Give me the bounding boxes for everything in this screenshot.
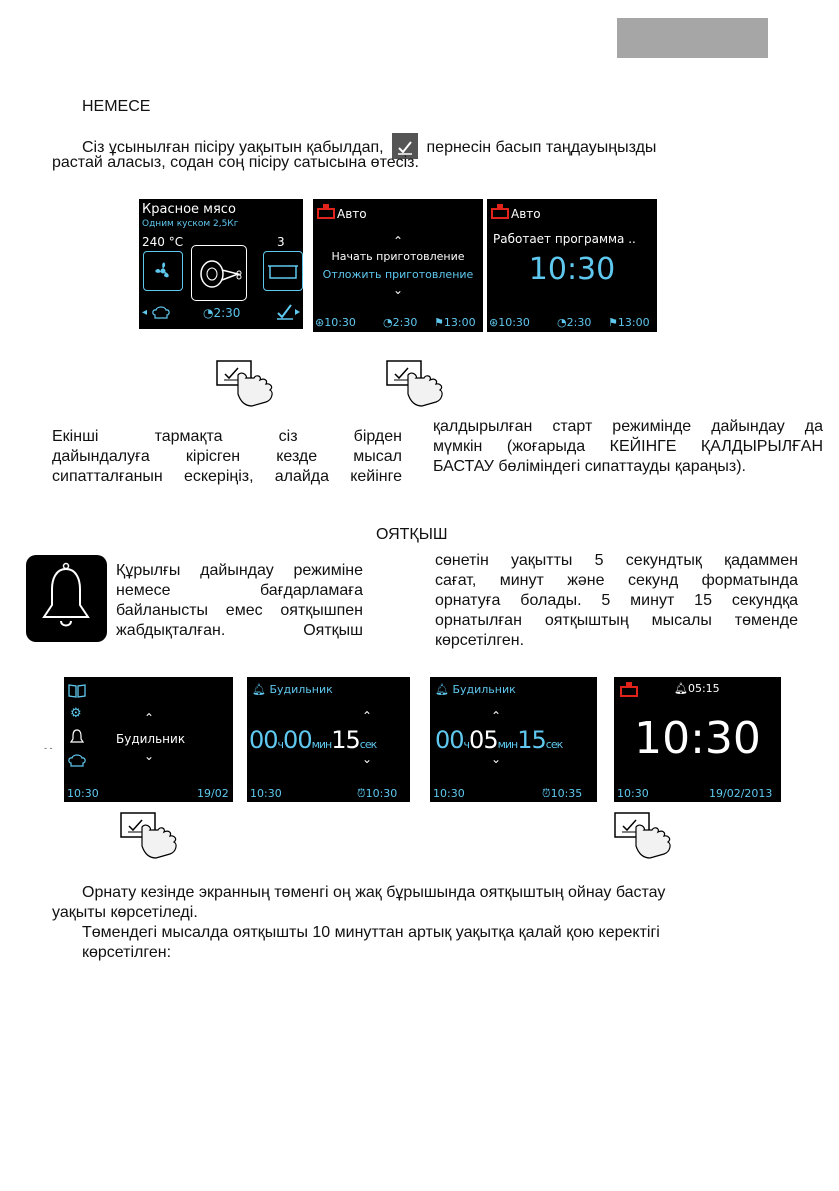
alarm-ring-time: ⏰︎10:30 [357, 787, 398, 800]
start-time: ⊛10:30 [489, 316, 530, 329]
alarm-duration[interactable] [249, 726, 376, 754]
minutes-value[interactable]: 05 [469, 726, 498, 754]
recipe-subtitle: Одним куском 2,5Кг [142, 219, 239, 229]
alarm-running-screen [614, 677, 781, 802]
scroll-up-icon[interactable]: ⌃ [362, 709, 373, 723]
meat-icon [191, 245, 247, 301]
main-clock: 10:30 [634, 713, 761, 764]
hand-press-confirm-icon [216, 360, 288, 413]
alarm-ring-time: ⏰︎10:35 [542, 787, 583, 800]
confirm-icon[interactable] [275, 303, 301, 325]
hours-unit: ч [463, 738, 470, 751]
alarm-set-screen-2 [430, 677, 597, 802]
text-line: көрсетілген. [435, 632, 525, 649]
current-time: 10:30 [67, 787, 99, 800]
back-arrow-icon[interactable]: ◂ [142, 307, 148, 318]
minutes-unit: мин [311, 738, 332, 751]
text-line: Құрылғы дайындау режиміне [116, 562, 363, 579]
end-time: ⚑13:00 [434, 316, 476, 329]
scroll-up-icon[interactable]: ⌃ [144, 711, 155, 725]
oven-icon [491, 204, 509, 224]
second-branch-right [433, 417, 823, 477]
intro-line2: растай аласыз, содан соң пісіру сатысына өтесіз. [52, 154, 419, 171]
recipe-screen [139, 199, 303, 329]
hours-value[interactable]: 00 [435, 726, 464, 754]
text-line: сағат, минут және секунд форматында [435, 572, 798, 589]
seconds-unit: сек [545, 738, 563, 751]
text-line: сипатталғанын ескеріңіз, алайда кейінге [52, 468, 402, 485]
or-label: НЕМЕСЕ [82, 98, 151, 115]
bell-icon[interactable] [70, 729, 84, 749]
text-line: орнатылған оятқыштың мысалы төменде [435, 612, 798, 629]
delay-start-option[interactable]: Отложить приготовление [322, 268, 474, 281]
hours-value[interactable]: 00 [249, 726, 278, 754]
seconds-unit: сек [359, 738, 377, 751]
duration: ◔2:30 [383, 316, 418, 329]
text-line: жабдықталған. Оятқыш [116, 622, 363, 639]
alarm-menu-item[interactable]: Будильник [116, 732, 186, 746]
alarm-duration[interactable] [435, 726, 562, 754]
bell-icon [26, 555, 107, 642]
footer-line1: Орнату кезінде экранның төменгі оң жақ бұрышында оятқыштың ойнау бастау [82, 884, 666, 901]
shelf-icon[interactable] [263, 251, 303, 291]
text-line: немесе бағдарламаға [116, 582, 363, 599]
running-program-screen [487, 199, 657, 332]
mode-label: Авто [511, 207, 541, 221]
text-line: БАСТАУ бөліміндегі сипаттауды қараңыз). [433, 458, 746, 475]
status-text: Работает программа .. [493, 232, 636, 246]
chef-hat-icon[interactable] [68, 753, 86, 772]
footer-line2: уақыты көрсетіледі. [52, 904, 198, 921]
shelf-level: 3 [277, 235, 285, 249]
alarm-countdown: 🔔︎05:15 [674, 682, 720, 695]
duration: ◔2:30 [203, 306, 241, 320]
seconds-value[interactable]: 15 [331, 726, 360, 754]
fan-icon[interactable] [143, 251, 183, 291]
current-date: 19/02/2013 [709, 787, 773, 800]
alarm-title: 🔔︎ Будильник [252, 683, 333, 696]
current-time: 10:30 [617, 787, 649, 800]
oven-icon [317, 204, 335, 224]
minutes-unit: мин [497, 738, 518, 751]
seconds-value[interactable]: 15 [517, 726, 546, 754]
hand-press-confirm-icon [614, 812, 686, 865]
text-line: орнатуға болады. 5 минут 15 секундқа [435, 592, 798, 609]
text-line: дайындалуға кірісген кезде мысал [52, 448, 402, 465]
recipe-title: Красное мясо [142, 202, 236, 217]
duration: ◔2:30 [557, 316, 592, 329]
current-time: 10:30 [433, 787, 465, 800]
temperature-value: 240 °C [142, 235, 184, 249]
scroll-up-icon[interactable]: ⌃ [392, 234, 404, 248]
scroll-down-icon[interactable]: ⌄ [392, 283, 404, 297]
end-time: ⚑13:00 [608, 316, 650, 329]
scroll-down-icon[interactable]: ⌄ [491, 752, 502, 766]
alarm-text-right [435, 551, 798, 651]
text-line: сөнетін уақытты 5 секундтық қадаммен [435, 552, 798, 569]
start-now-option[interactable]: Начать приготовление [331, 250, 465, 263]
footer-line4: көрсетілген: [82, 944, 172, 961]
scan-mark: - - [44, 743, 53, 753]
start-time: ⊛10:30 [315, 316, 356, 329]
text-line: мүмкін (жоғарыда КЕЙІНГЕ ҚАЛДЫРЫЛҒАН [433, 438, 823, 455]
scroll-up-icon[interactable]: ⌃ [491, 709, 502, 723]
hand-press-confirm-icon [120, 812, 192, 865]
minutes-value[interactable]: 00 [283, 726, 312, 754]
auto-start-screen [313, 199, 483, 332]
intro-text-1: Сіз ұсынылған пісіру уақытын қабылдап, [82, 139, 384, 156]
oven-icon [620, 682, 638, 702]
text-line: байланысты емес оятқышпен [116, 602, 363, 619]
text-line: қалдырылған старт режимінде дайындау да [433, 418, 823, 435]
alarm-heading: ОЯТҚЫШ [376, 526, 448, 543]
hours-unit: ч [277, 738, 284, 751]
scroll-down-icon[interactable]: ⌄ [362, 752, 373, 766]
text-line: Екінші тармақта сіз бірден [52, 428, 402, 445]
alarm-menu-screen [64, 677, 233, 802]
header-tab [617, 18, 768, 58]
alarm-set-screen-1 [247, 677, 410, 802]
hand-press-confirm-icon [386, 360, 458, 413]
alarm-title: 🔔︎ Будильник [435, 683, 516, 696]
chef-hat-icon [152, 305, 170, 324]
book-icon[interactable] [68, 683, 86, 702]
settings-gear-icon[interactable]: ⚙ [70, 706, 82, 721]
main-clock: 10:30 [528, 252, 616, 287]
footer-line3: Төмендегі мысалда оятқышты 10 минуттан артық уақытқа қалай қою керектігі [82, 924, 660, 941]
intro-text-2: пернесін басып таңдауыңызды [426, 139, 657, 156]
second-branch-left [52, 427, 402, 487]
alarm-text-left [116, 561, 363, 641]
current-time: 10:30 [250, 787, 282, 800]
scroll-down-icon[interactable]: ⌄ [144, 749, 155, 763]
mode-label: Авто [337, 207, 367, 221]
current-date: 19/02 [197, 787, 229, 800]
